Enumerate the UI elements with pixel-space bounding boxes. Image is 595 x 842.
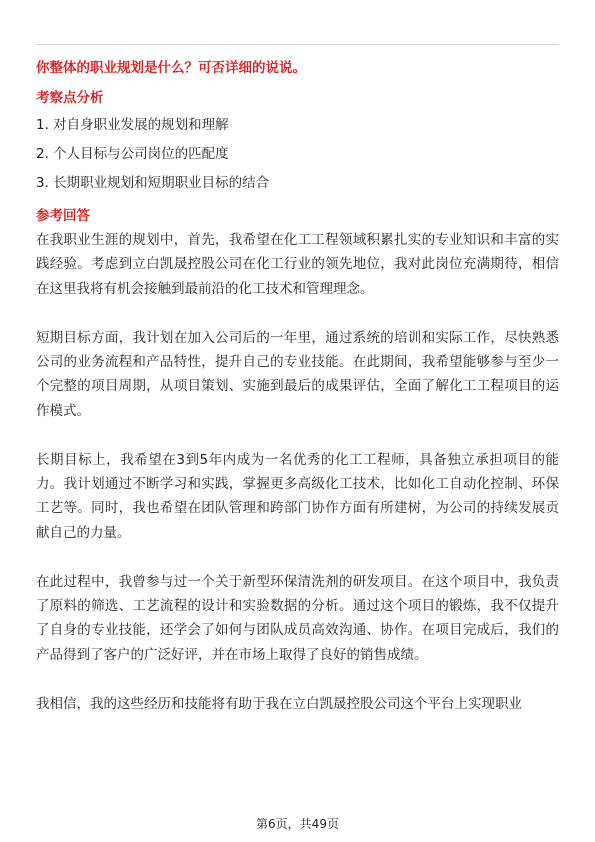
analysis-heading: 考察点分析 [36,90,104,106]
interview-question: 你整体的职业规划是什么？可否详细的说说。 [36,60,306,76]
page-number: 第6页，共49页 [256,817,339,831]
answer-paragraph: 长期目标上，我希望在3到5年内成为一名优秀的化工工程师，具备独立承担项目的能力。我计划通过不断学习和实践，掌握更多高级化工技术，比如化工自动化控制、环保工艺等。同时，我也希望在团队管理和跨部门协作方面有所建树，为公司的持续发展贡献自己的力量。 [36,451,559,541]
answer-paragraph: 短期目标方面，我计划在加入公司后的一年里，通过系统的培训和实际工作，尽快熟悉公司的业务流程和产品特性，提升自己的专业技能。在此期间，我希望能够参与至少一个完整的项目周期，从项目策划、实施到最后的成果评估，全面了解化工工程项目的运作模式。 [36,329,559,419]
analysis-point: 1. 对自身职业发展的规划和理解 [36,117,229,133]
answer-paragraph: 在我职业生涯的规划中，首先，我希望在化工工程领域积累扎实的专业知识和丰富的实践经验。考虑到立白凯晟控股公司在化工行业的领先地位，我对此岗位充满期待，相信在这里我将有机会接触到最前沿的化工技术和管理理念。 [36,232,559,297]
reference-heading: 参考回答 [36,208,90,224]
reference-answer [36,228,559,740]
answer-paragraph: 我相信，我的这些经历和技能将有助于我在立白凯晟控股公司这个平台上实现职业 [36,695,522,712]
answer-paragraph: 在此过程中，我曾参与过一个关于新型环保清洗剂的研发项目。在这个项目中，我负责了原料的筛选、工艺流程的设计和实验数据的分析。通过这个项目的锻炼，我不仅提升了自身的专业技能，还学会了如何与团队成员高效沟通、协作。在项目完成后，我们的产品得到了客户的广泛好评，并在市场上取得了良好的销售成绩。 [36,573,559,663]
analysis-point: 3. 长期职业规划和短期职业目标的结合 [36,175,270,191]
header-divider [36,44,559,45]
analysis-point: 2. 个人目标与公司岗位的匹配度 [36,146,229,162]
